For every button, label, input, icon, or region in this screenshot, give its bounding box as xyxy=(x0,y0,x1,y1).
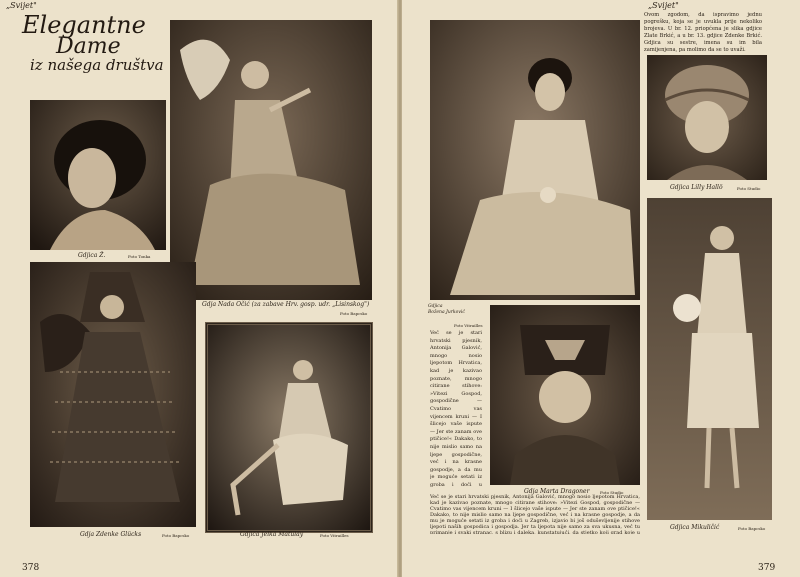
photo-main-portrait xyxy=(430,20,640,300)
caption-nada-ocic: Gdja Nada Očić (za zabave Hrv. gosp. udr. „Lisinskog") xyxy=(202,301,370,308)
caption-zdenke-glucks: Gdja Zdenke Glücks xyxy=(80,531,142,538)
body-caption-credit: Foto Vitrailles xyxy=(454,323,483,328)
body-caption-line-1: Gdjica xyxy=(428,304,443,309)
body-caption xyxy=(428,304,465,316)
photo-mikulicic xyxy=(647,198,772,520)
page-number-left: 378 xyxy=(22,563,40,573)
body-text-continuation xyxy=(430,494,640,534)
photo-gdjica-z xyxy=(30,100,166,250)
body-caption-line-2: Božena Jurković xyxy=(428,310,465,315)
left-page xyxy=(0,0,398,577)
credit-lilly-hallo: Foto Studio xyxy=(737,186,761,191)
title-line-3: iz našega društva xyxy=(30,55,164,74)
photo-zdenke-glucks xyxy=(30,262,196,527)
page-number-right: 379 xyxy=(758,563,776,573)
title-line-2: Dame xyxy=(56,33,121,59)
body-text-column: Već se je stari hrvatski pjesnik, Antonija Galović, mnogo nosio ljepotom Hrvatica, kad je kazivao poznate, mnogo citirane stihove: »Vitezi Gospod, gospodične — Cvatimo vas vijencem kruni — I šlicejo vaše ispute — Jer ste zanam ove ptičice!« Dakako, to nije mislio samo na ljepe gospodične, već i na krasne gospodje, a da mu je moguće setati iz groba i doći u xyxy=(430,330,482,488)
credit-jelka-matulay: Foto Vitrailles xyxy=(320,533,349,538)
caption-mikulicic: Gdjica Mikuličić xyxy=(670,524,720,531)
photo-jelka-matulay xyxy=(205,322,373,533)
credit-gdjica-z: Foto Tonka xyxy=(128,254,151,259)
credit-marta-dragoner: Foto Studio xyxy=(600,490,624,495)
photo-marta-dragoner xyxy=(490,305,640,485)
caption-jelka-matulay: Gdjica Jelka Matulay xyxy=(240,531,304,538)
credit-mikulicic: Foto Bapcsko xyxy=(738,526,766,531)
photo-nada-ocic xyxy=(170,20,372,300)
credit-zdenke-glucks: Foto Bapcsko xyxy=(162,533,190,538)
caption-marta-dragoner: Gdja Marta Dragoner xyxy=(524,488,590,495)
credit-nada-ocic: Foto Bapcsko xyxy=(340,311,368,316)
caption-gdjica-z: Gdjica Ž. xyxy=(78,252,106,259)
title-line-1: Elegantne xyxy=(22,11,146,39)
intro-text: Ovom zgodom, da ispravimo jednu pogrešku, koja se je uvukla prije nekoliko brojeva. U br. 12. priopćena je slika gdjice Zlate Brkić, a u br. 13. gdjice Zdenke Brkić. Gdjica su sestre, imena su im bila zamijenjena, pa molimo da se to uvaži. xyxy=(644,12,762,53)
photo-lilly-hallo xyxy=(647,55,767,180)
running-head-right: „Svijet" xyxy=(648,1,679,10)
article-title xyxy=(22,11,182,74)
running-head-left: „Svijet" xyxy=(6,1,37,10)
body-text-continuation-text: Već se je stari hrvatski pjesnik, Antonija Galović, mnogo nosio ljepotom Hrvatica, kad je kazivao poznate, mnogo citirane stihove: »Vitezi Gospod, gospodične — Cvatimo vas vijencem kruni — I šlicejo vaše ispute — Jer ste zanam ove ptičice!« Dakako, to nije mislio samo na ljepe gospodične, već i na krasne gospodje, a da mu je moguće setati iz groba i doći u Zagreb, izjavio bi još oduševljenije stihove ljepoti naših gospodica i gospodja. Jer ta ljepota nije samo za sva ukusna, već tu primanje i svaki stranac, s blizu i daleka, kunstatujući, da stjetko koji grad koje u xyxy=(430,494,640,534)
caption-lilly-hallo: Gdjica Lilly Hallö xyxy=(670,184,723,191)
right-page xyxy=(402,0,800,577)
